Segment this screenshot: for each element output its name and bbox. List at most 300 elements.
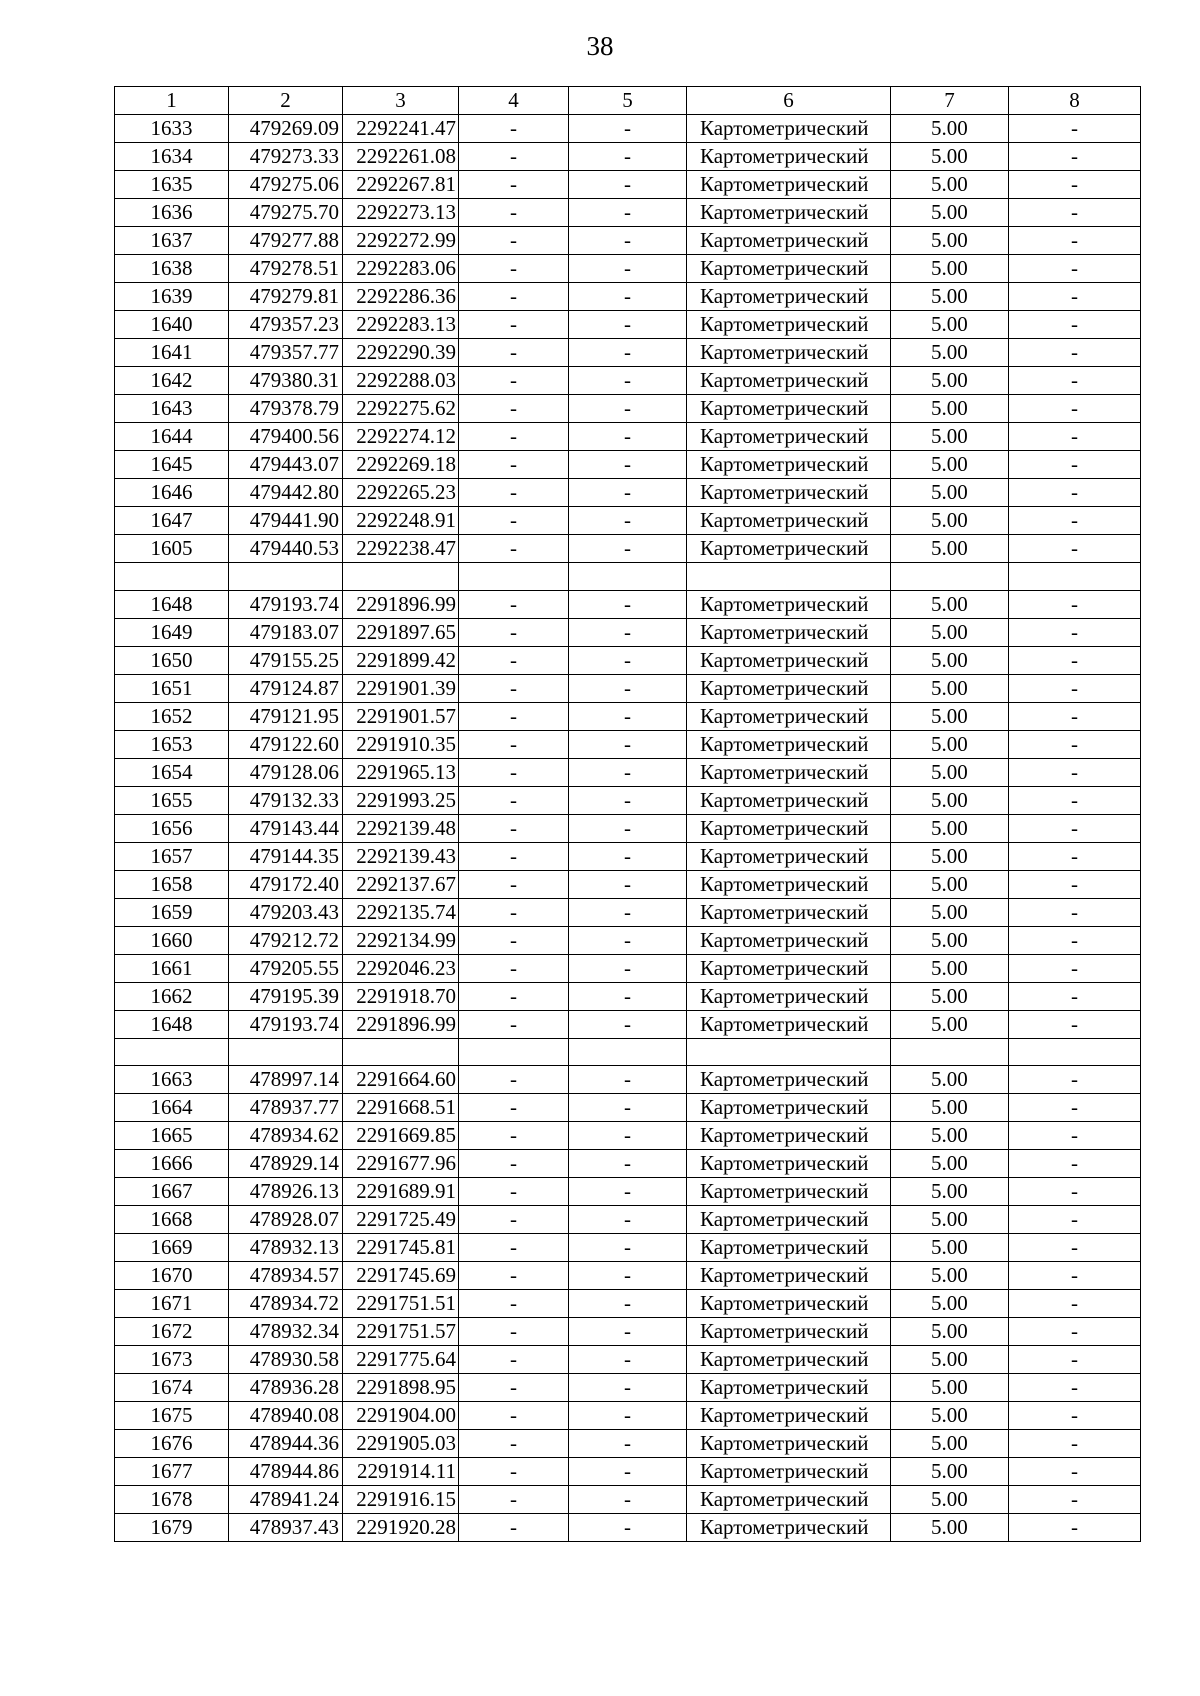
cell-accuracy: 5.00 xyxy=(891,367,1009,395)
cell-method: Картометрический xyxy=(687,982,891,1010)
cell-y-coordinate: 2291669.85 xyxy=(343,1122,459,1150)
cell-col-4: - xyxy=(459,1290,569,1318)
cell-y-coordinate: 2291914.11 xyxy=(343,1458,459,1486)
cell-col-4 xyxy=(459,563,569,591)
cell-x-coordinate: 478934.62 xyxy=(229,1122,343,1150)
table-row xyxy=(115,1346,1141,1374)
cell-col-4: - xyxy=(459,1374,569,1402)
cell-col-5 xyxy=(569,1038,687,1066)
table-row xyxy=(115,563,1141,591)
cell-x-coordinate: 479172.40 xyxy=(229,870,343,898)
cell-y-coordinate: 2291745.69 xyxy=(343,1262,459,1290)
cell-col-4: - xyxy=(459,786,569,814)
cell-point-number: 1646 xyxy=(115,479,229,507)
cell-point-number: 1633 xyxy=(115,115,229,143)
cell-x-coordinate: 478944.86 xyxy=(229,1458,343,1486)
cell-accuracy: 5.00 xyxy=(891,590,1009,618)
cell-col-4: - xyxy=(459,115,569,143)
cell-point-number: 1644 xyxy=(115,423,229,451)
cell-col-4: - xyxy=(459,1066,569,1094)
cell-method: Картометрический xyxy=(687,814,891,842)
cell-point-number: 1660 xyxy=(115,926,229,954)
cell-point-number: 1650 xyxy=(115,646,229,674)
cell-col-5: - xyxy=(569,1094,687,1122)
cell-col-5: - xyxy=(569,982,687,1010)
cell-accuracy: 5.00 xyxy=(891,814,1009,842)
cell-accuracy: 5.00 xyxy=(891,227,1009,255)
cell-col-8: - xyxy=(1009,1374,1141,1402)
cell-col-5: - xyxy=(569,1010,687,1038)
cell-col-4: - xyxy=(459,814,569,842)
cell-point-number: 1674 xyxy=(115,1374,229,1402)
cell-y-coordinate: 2291905.03 xyxy=(343,1430,459,1458)
cell-col-8 xyxy=(1009,1038,1141,1066)
cell-col-4: - xyxy=(459,1514,569,1542)
cell-y-coordinate: 2292283.06 xyxy=(343,255,459,283)
cell-point-number: 1634 xyxy=(115,143,229,171)
header-cell-col-8: 8 xyxy=(1009,87,1141,115)
cell-col-8: - xyxy=(1009,1458,1141,1486)
table-row xyxy=(115,1150,1141,1178)
cell-x-coordinate: 478941.24 xyxy=(229,1486,343,1514)
table-row xyxy=(115,590,1141,618)
cell-col-5: - xyxy=(569,507,687,535)
cell-y-coordinate: 2292139.48 xyxy=(343,814,459,842)
cell-col-5: - xyxy=(569,171,687,199)
table-row xyxy=(115,1066,1141,1094)
cell-col-4: - xyxy=(459,926,569,954)
cell-x-coordinate: 479155.25 xyxy=(229,646,343,674)
cell-col-8: - xyxy=(1009,870,1141,898)
cell-point-number: 1645 xyxy=(115,451,229,479)
table-row xyxy=(115,283,1141,311)
header-cell-y-coordinate: 3 xyxy=(343,87,459,115)
table-row xyxy=(115,1514,1141,1542)
cell-col-4: - xyxy=(459,171,569,199)
cell-accuracy: 5.00 xyxy=(891,842,1009,870)
cell-x-coordinate: 479144.35 xyxy=(229,842,343,870)
cell-accuracy xyxy=(891,1038,1009,1066)
cell-col-4: - xyxy=(459,1458,569,1486)
table-row xyxy=(115,1206,1141,1234)
cell-accuracy: 5.00 xyxy=(891,1150,1009,1178)
cell-y-coordinate: 2291901.39 xyxy=(343,674,459,702)
table-row xyxy=(115,814,1141,842)
cell-x-coordinate: 478929.14 xyxy=(229,1150,343,1178)
table-row xyxy=(115,1430,1141,1458)
cell-method: Картометрический xyxy=(687,507,891,535)
cell-y-coordinate: 2291745.81 xyxy=(343,1234,459,1262)
header-cell-method: 6 xyxy=(687,87,891,115)
cell-col-8: - xyxy=(1009,814,1141,842)
cell-col-8: - xyxy=(1009,507,1141,535)
cell-method: Картометрический xyxy=(687,451,891,479)
table-row xyxy=(115,702,1141,730)
cell-col-5: - xyxy=(569,283,687,311)
cell-col-8: - xyxy=(1009,646,1141,674)
cell-col-8: - xyxy=(1009,1234,1141,1262)
cell-y-coordinate: 2291775.64 xyxy=(343,1346,459,1374)
cell-col-4 xyxy=(459,1038,569,1066)
cell-x-coordinate: 479279.81 xyxy=(229,283,343,311)
cell-method: Картометрический xyxy=(687,423,891,451)
cell-y-coordinate: 2291751.57 xyxy=(343,1318,459,1346)
cell-x-coordinate: 479275.06 xyxy=(229,171,343,199)
cell-col-4: - xyxy=(459,646,569,674)
cell-col-5: - xyxy=(569,842,687,870)
cell-x-coordinate: 478937.77 xyxy=(229,1094,343,1122)
cell-method: Картометрический xyxy=(687,115,891,143)
cell-method: Картометрический xyxy=(687,395,891,423)
cell-accuracy: 5.00 xyxy=(891,898,1009,926)
cell-col-5: - xyxy=(569,674,687,702)
cell-col-4: - xyxy=(459,870,569,898)
cell-y-coordinate: 2292241.47 xyxy=(343,115,459,143)
table-row xyxy=(115,451,1141,479)
cell-col-8: - xyxy=(1009,702,1141,730)
cell-col-4: - xyxy=(459,674,569,702)
cell-col-8: - xyxy=(1009,311,1141,339)
cell-method: Картометрический xyxy=(687,702,891,730)
cell-method: Картометрический xyxy=(687,171,891,199)
cell-method: Картометрический xyxy=(687,1486,891,1514)
cell-col-5: - xyxy=(569,1290,687,1318)
cell-point-number xyxy=(115,563,229,591)
cell-col-5: - xyxy=(569,199,687,227)
cell-col-4: - xyxy=(459,143,569,171)
cell-col-8: - xyxy=(1009,842,1141,870)
cell-method: Картометрический xyxy=(687,758,891,786)
cell-y-coordinate: 2291668.51 xyxy=(343,1094,459,1122)
cell-col-4: - xyxy=(459,982,569,1010)
cell-y-coordinate: 2291896.99 xyxy=(343,590,459,618)
cell-accuracy xyxy=(891,563,1009,591)
cell-col-4: - xyxy=(459,339,569,367)
cell-col-5: - xyxy=(569,1458,687,1486)
cell-accuracy: 5.00 xyxy=(891,870,1009,898)
cell-accuracy: 5.00 xyxy=(891,479,1009,507)
cell-col-8: - xyxy=(1009,786,1141,814)
cell-point-number: 1648 xyxy=(115,590,229,618)
table-row xyxy=(115,1010,1141,1038)
cell-col-8: - xyxy=(1009,730,1141,758)
cell-point-number: 1653 xyxy=(115,730,229,758)
table-row xyxy=(115,395,1141,423)
cell-col-8: - xyxy=(1009,227,1141,255)
cell-accuracy: 5.00 xyxy=(891,451,1009,479)
table-row xyxy=(115,1122,1141,1150)
cell-y-coordinate: 2292137.67 xyxy=(343,870,459,898)
table-row xyxy=(115,842,1141,870)
cell-col-4: - xyxy=(459,1346,569,1374)
cell-accuracy: 5.00 xyxy=(891,954,1009,982)
cell-y-coordinate xyxy=(343,1038,459,1066)
cell-method: Картометрический xyxy=(687,786,891,814)
cell-x-coordinate: 479128.06 xyxy=(229,758,343,786)
cell-col-8: - xyxy=(1009,1486,1141,1514)
table-row xyxy=(115,1094,1141,1122)
table-row xyxy=(115,1262,1141,1290)
cell-method: Картометрический xyxy=(687,1514,891,1542)
cell-point-number: 1638 xyxy=(115,255,229,283)
cell-y-coordinate: 2292139.43 xyxy=(343,842,459,870)
cell-col-5: - xyxy=(569,730,687,758)
cell-method: Картометрический xyxy=(687,954,891,982)
cell-point-number: 1639 xyxy=(115,283,229,311)
cell-col-4: - xyxy=(459,1010,569,1038)
cell-col-8: - xyxy=(1009,1346,1141,1374)
cell-method: Картометрический xyxy=(687,1150,891,1178)
cell-col-4: - xyxy=(459,702,569,730)
table-row xyxy=(115,479,1141,507)
cell-col-5: - xyxy=(569,311,687,339)
cell-accuracy: 5.00 xyxy=(891,730,1009,758)
cell-point-number: 1663 xyxy=(115,1066,229,1094)
table-row xyxy=(115,199,1141,227)
cell-col-8: - xyxy=(1009,143,1141,171)
cell-method: Картометрический xyxy=(687,227,891,255)
cell-accuracy: 5.00 xyxy=(891,1514,1009,1542)
cell-y-coordinate: 2291901.57 xyxy=(343,702,459,730)
cell-point-number: 1673 xyxy=(115,1346,229,1374)
cell-method: Картометрический xyxy=(687,898,891,926)
header-cell-x-coordinate: 2 xyxy=(229,87,343,115)
cell-y-coordinate: 2291689.91 xyxy=(343,1178,459,1206)
cell-col-5: - xyxy=(569,1346,687,1374)
cell-method: Картометрический xyxy=(687,283,891,311)
cell-point-number: 1670 xyxy=(115,1262,229,1290)
cell-col-4: - xyxy=(459,367,569,395)
table-body xyxy=(115,87,1141,1542)
cell-point-number: 1676 xyxy=(115,1430,229,1458)
cell-y-coordinate: 2292273.13 xyxy=(343,199,459,227)
table-row xyxy=(115,926,1141,954)
cell-method: Картометрический xyxy=(687,1234,891,1262)
cell-accuracy: 5.00 xyxy=(891,1458,1009,1486)
cell-x-coordinate: 478932.13 xyxy=(229,1234,343,1262)
cell-col-4: - xyxy=(459,954,569,982)
table-row xyxy=(115,339,1141,367)
cell-col-4: - xyxy=(459,479,569,507)
cell-y-coordinate: 2291910.35 xyxy=(343,730,459,758)
cell-method: Картометрический xyxy=(687,535,891,563)
cell-col-5: - xyxy=(569,646,687,674)
cell-col-5: - xyxy=(569,339,687,367)
table-row xyxy=(115,1234,1141,1262)
cell-method: Картометрический xyxy=(687,1290,891,1318)
cell-point-number: 1636 xyxy=(115,199,229,227)
table-row xyxy=(115,143,1141,171)
table-row xyxy=(115,507,1141,535)
cell-x-coordinate: 479205.55 xyxy=(229,954,343,982)
cell-accuracy: 5.00 xyxy=(891,674,1009,702)
cell-x-coordinate: 479122.60 xyxy=(229,730,343,758)
table-row xyxy=(115,982,1141,1010)
cell-col-4: - xyxy=(459,283,569,311)
cell-col-5: - xyxy=(569,1514,687,1542)
cell-col-8: - xyxy=(1009,423,1141,451)
cell-col-8: - xyxy=(1009,1318,1141,1346)
cell-col-4: - xyxy=(459,1430,569,1458)
cell-point-number: 1649 xyxy=(115,618,229,646)
cell-accuracy: 5.00 xyxy=(891,1318,1009,1346)
cell-point-number: 1637 xyxy=(115,227,229,255)
cell-col-5: - xyxy=(569,954,687,982)
cell-x-coordinate: 479400.56 xyxy=(229,423,343,451)
cell-col-5: - xyxy=(569,1486,687,1514)
cell-accuracy: 5.00 xyxy=(891,1430,1009,1458)
cell-col-8: - xyxy=(1009,451,1141,479)
cell-x-coordinate: 479443.07 xyxy=(229,451,343,479)
cell-point-number: 1635 xyxy=(115,171,229,199)
cell-accuracy: 5.00 xyxy=(891,171,1009,199)
cell-col-8 xyxy=(1009,563,1141,591)
table-row xyxy=(115,786,1141,814)
cell-col-4: - xyxy=(459,898,569,926)
cell-point-number: 1647 xyxy=(115,507,229,535)
table-row xyxy=(115,227,1141,255)
cell-point-number: 1668 xyxy=(115,1206,229,1234)
cell-method: Картометрический xyxy=(687,1178,891,1206)
cell-method: Картометрический xyxy=(687,646,891,674)
table-row xyxy=(115,674,1141,702)
cell-method: Картометрический xyxy=(687,926,891,954)
cell-x-coordinate: 478932.34 xyxy=(229,1318,343,1346)
cell-col-5: - xyxy=(569,814,687,842)
cell-point-number: 1665 xyxy=(115,1122,229,1150)
header-cell-point-number: 1 xyxy=(115,87,229,115)
table-row xyxy=(115,311,1141,339)
cell-x-coordinate: 479143.44 xyxy=(229,814,343,842)
cell-col-5: - xyxy=(569,898,687,926)
cell-accuracy: 5.00 xyxy=(891,1402,1009,1430)
table-row xyxy=(115,171,1141,199)
cell-point-number: 1664 xyxy=(115,1094,229,1122)
cell-method: Картометрический xyxy=(687,1262,891,1290)
cell-col-8: - xyxy=(1009,1066,1141,1094)
cell-col-4: - xyxy=(459,758,569,786)
cell-x-coordinate: 478926.13 xyxy=(229,1178,343,1206)
table-row xyxy=(115,1402,1141,1430)
cell-col-5: - xyxy=(569,1206,687,1234)
cell-x-coordinate: 479132.33 xyxy=(229,786,343,814)
cell-col-5: - xyxy=(569,786,687,814)
cell-col-8: - xyxy=(1009,1290,1141,1318)
cell-method: Картометрический xyxy=(687,1206,891,1234)
cell-point-number: 1642 xyxy=(115,367,229,395)
cell-method: Картометрический xyxy=(687,1346,891,1374)
cell-x-coordinate: 479203.43 xyxy=(229,898,343,926)
cell-accuracy: 5.00 xyxy=(891,646,1009,674)
cell-x-coordinate: 479442.80 xyxy=(229,479,343,507)
cell-col-5: - xyxy=(569,618,687,646)
cell-col-8: - xyxy=(1009,1262,1141,1290)
cell-y-coordinate: 2292275.62 xyxy=(343,395,459,423)
cell-y-coordinate: 2291916.15 xyxy=(343,1486,459,1514)
cell-col-4: - xyxy=(459,618,569,646)
cell-col-5: - xyxy=(569,1318,687,1346)
cell-col-4: - xyxy=(459,535,569,563)
cell-col-4: - xyxy=(459,255,569,283)
table-row xyxy=(115,1374,1141,1402)
cell-accuracy: 5.00 xyxy=(891,1346,1009,1374)
cell-point-number: 1657 xyxy=(115,842,229,870)
cell-method xyxy=(687,563,891,591)
cell-col-4: - xyxy=(459,730,569,758)
cell-accuracy: 5.00 xyxy=(891,1486,1009,1514)
cell-x-coordinate: 479193.74 xyxy=(229,590,343,618)
cell-x-coordinate: 478936.28 xyxy=(229,1374,343,1402)
cell-col-8: - xyxy=(1009,1514,1141,1542)
cell-accuracy: 5.00 xyxy=(891,1290,1009,1318)
table-row xyxy=(115,1458,1141,1486)
cell-x-coordinate: 479124.87 xyxy=(229,674,343,702)
table-row xyxy=(115,954,1141,982)
cell-accuracy: 5.00 xyxy=(891,311,1009,339)
cell-point-number xyxy=(115,1038,229,1066)
table-row xyxy=(115,870,1141,898)
cell-method: Картометрический xyxy=(687,870,891,898)
cell-col-5: - xyxy=(569,1150,687,1178)
cell-accuracy: 5.00 xyxy=(891,786,1009,814)
cell-col-5: - xyxy=(569,870,687,898)
cell-col-8: - xyxy=(1009,479,1141,507)
cell-y-coordinate: 2292238.47 xyxy=(343,535,459,563)
cell-point-number: 1677 xyxy=(115,1458,229,1486)
cell-accuracy: 5.00 xyxy=(891,143,1009,171)
table-row xyxy=(115,1038,1141,1066)
cell-col-8: - xyxy=(1009,1150,1141,1178)
cell-col-8: - xyxy=(1009,199,1141,227)
cell-col-4: - xyxy=(459,1094,569,1122)
cell-y-coordinate: 2291898.95 xyxy=(343,1374,459,1402)
cell-x-coordinate: 478928.07 xyxy=(229,1206,343,1234)
cell-y-coordinate: 2292046.23 xyxy=(343,954,459,982)
cell-method: Картометрический xyxy=(687,143,891,171)
cell-col-5: - xyxy=(569,1066,687,1094)
cell-accuracy: 5.00 xyxy=(891,1178,1009,1206)
cell-col-4: - xyxy=(459,1402,569,1430)
cell-point-number: 1671 xyxy=(115,1290,229,1318)
header-row xyxy=(115,87,1141,115)
cell-col-5: - xyxy=(569,1178,687,1206)
cell-y-coordinate: 2292265.23 xyxy=(343,479,459,507)
table-row xyxy=(115,255,1141,283)
cell-point-number: 1669 xyxy=(115,1234,229,1262)
cell-accuracy: 5.00 xyxy=(891,1206,1009,1234)
cell-accuracy: 5.00 xyxy=(891,982,1009,1010)
cell-x-coordinate xyxy=(229,1038,343,1066)
cell-col-8: - xyxy=(1009,1402,1141,1430)
cell-point-number: 1672 xyxy=(115,1318,229,1346)
cell-method: Картометрический xyxy=(687,1402,891,1430)
cell-col-4: - xyxy=(459,590,569,618)
cell-method: Картометрический xyxy=(687,1010,891,1038)
cell-col-4: - xyxy=(459,451,569,479)
cell-x-coordinate: 479357.23 xyxy=(229,311,343,339)
coordinates-table xyxy=(114,86,1141,1542)
cell-y-coordinate: 2292288.03 xyxy=(343,367,459,395)
cell-col-8: - xyxy=(1009,898,1141,926)
cell-x-coordinate: 479273.33 xyxy=(229,143,343,171)
cell-point-number: 1643 xyxy=(115,395,229,423)
table-row xyxy=(115,423,1141,451)
cell-col-4: - xyxy=(459,227,569,255)
cell-y-coordinate: 2291965.13 xyxy=(343,758,459,786)
cell-col-4: - xyxy=(459,1178,569,1206)
cell-y-coordinate: 2291899.42 xyxy=(343,646,459,674)
cell-col-8: - xyxy=(1009,758,1141,786)
